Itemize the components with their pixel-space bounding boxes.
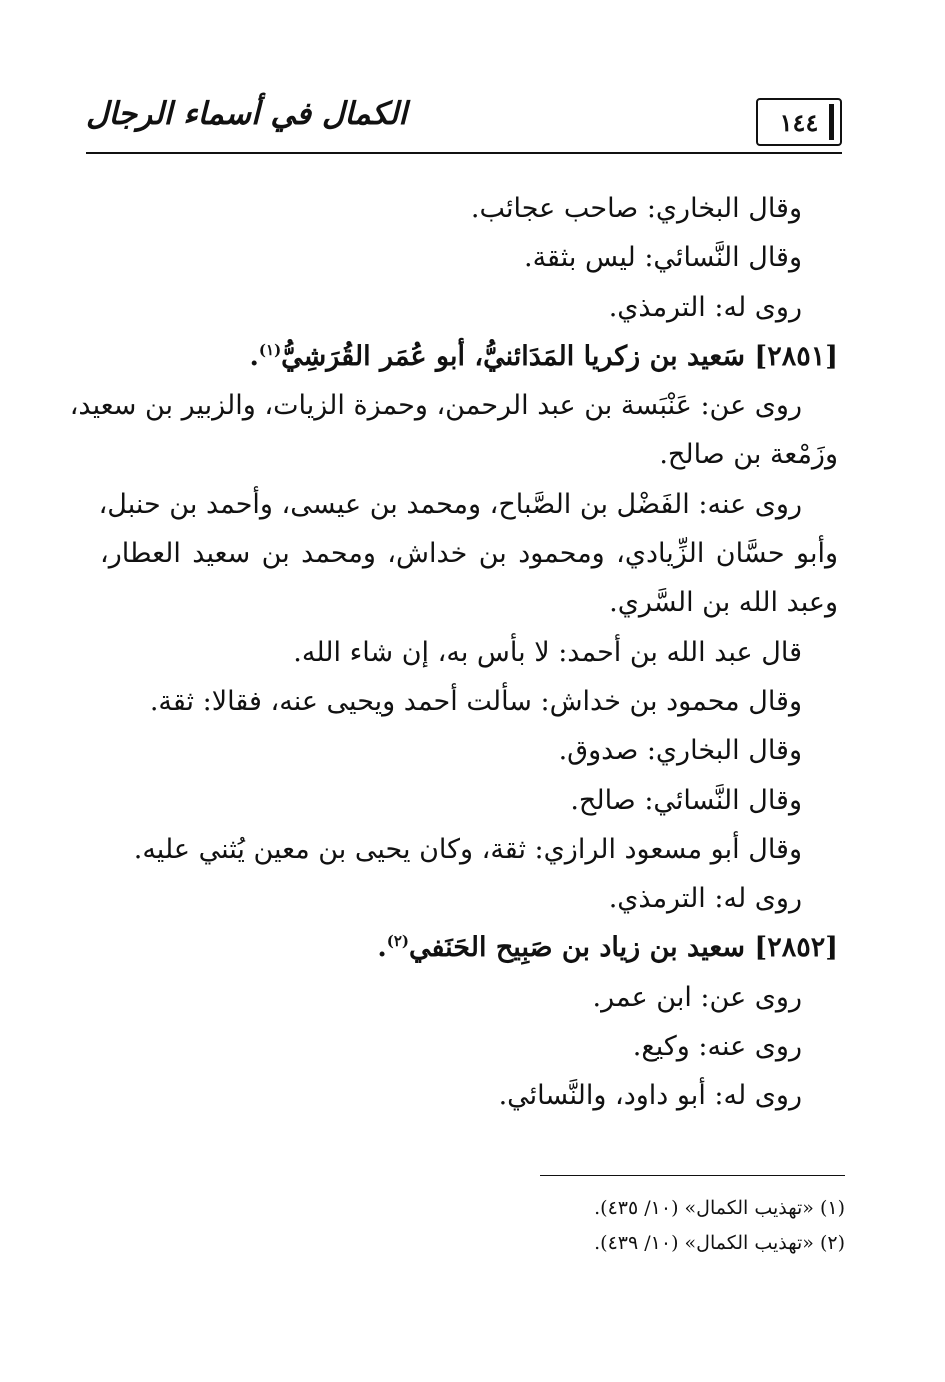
- footnote-ref-2: (٢): [386, 932, 409, 951]
- heading-period: .: [249, 340, 259, 372]
- text-line: وقال النَّسائي: صالح.: [570, 784, 802, 816]
- entry-heading-text: [٢٨٥١] سَعيد بن زكريا المَدَائنيُّ، أبو عُمَر القُرَشِيُّ: [281, 340, 838, 372]
- footnote-ref-1: (١): [258, 340, 282, 359]
- text-line: روى عنه: وكيع.: [632, 1031, 802, 1063]
- text-line: وقال أبو مسعود الرازي: ثقة، وكان يحيى بن معين يُثني عليه.: [133, 833, 802, 865]
- text-line: وقال النَّسائي: ليس بثقة.: [523, 242, 802, 274]
- text-line: روى له: الترمذي.: [608, 291, 802, 323]
- text-line: وقال البخاري: صاحب عجائب.: [470, 193, 802, 224]
- footnotes: [300, 1191, 845, 1261]
- page-header: [86, 92, 842, 154]
- text-line: روى عن: عَنْبَسة بن عبد الرحمن، وحمزة الزيات، والزبير بن سعيد،: [69, 390, 802, 422]
- entry-heading-2851: [100, 332, 838, 381]
- running-title: الكمال في أسماء الرجال: [86, 96, 407, 132]
- header-rule: [86, 152, 842, 154]
- page-number: [756, 98, 842, 146]
- footnote-1: (١) «تهذيب الكمال» (١٠/ ٤٣٥).: [594, 1197, 845, 1219]
- text-line: وعبد الله بن السَّري.: [609, 587, 838, 619]
- main-text: [69, 184, 838, 1121]
- footnote-rule: [540, 1175, 845, 1176]
- text-line: وقال البخاري: صدوق.: [558, 735, 802, 767]
- text-line: روى عنه: الفَضْل بن الصَّباح، ومحمد بن عيسى، وأحمد بن حنبل،: [98, 488, 802, 520]
- entry-heading-2852: [100, 923, 838, 972]
- footnote-2: (٢) «تهذيب الكمال» (١٠/ ٤٣٩).: [594, 1232, 845, 1254]
- text-line: وزَمْعة بن صالح.: [659, 439, 838, 471]
- text-line: روى له: أبو داود، والنَّسائي.: [498, 1080, 802, 1112]
- entry-heading-text: [٢٨٥٢] سعيد بن زياد بن صَبِيح الحَنَفي: [409, 932, 838, 964]
- text-line: وقال محمود بن خداش: سألت أحمد ويحيى عنه، فقالا: ثقة.: [149, 685, 802, 717]
- text-line: قال عبد الله بن أحمد: لا بأس به، إن شاء الله.: [293, 636, 802, 668]
- text-line: وأبو حسَّان الزِّيادي، ومحمود بن خداش، ومحمد بن سعيد العطار،: [100, 538, 838, 570]
- text-line: روى عن: ابن عمر.: [592, 981, 802, 1013]
- text-line: روى له: الترمذي.: [608, 883, 802, 915]
- page-number-text: ١٤٤: [779, 107, 819, 137]
- heading-period: .: [377, 932, 387, 964]
